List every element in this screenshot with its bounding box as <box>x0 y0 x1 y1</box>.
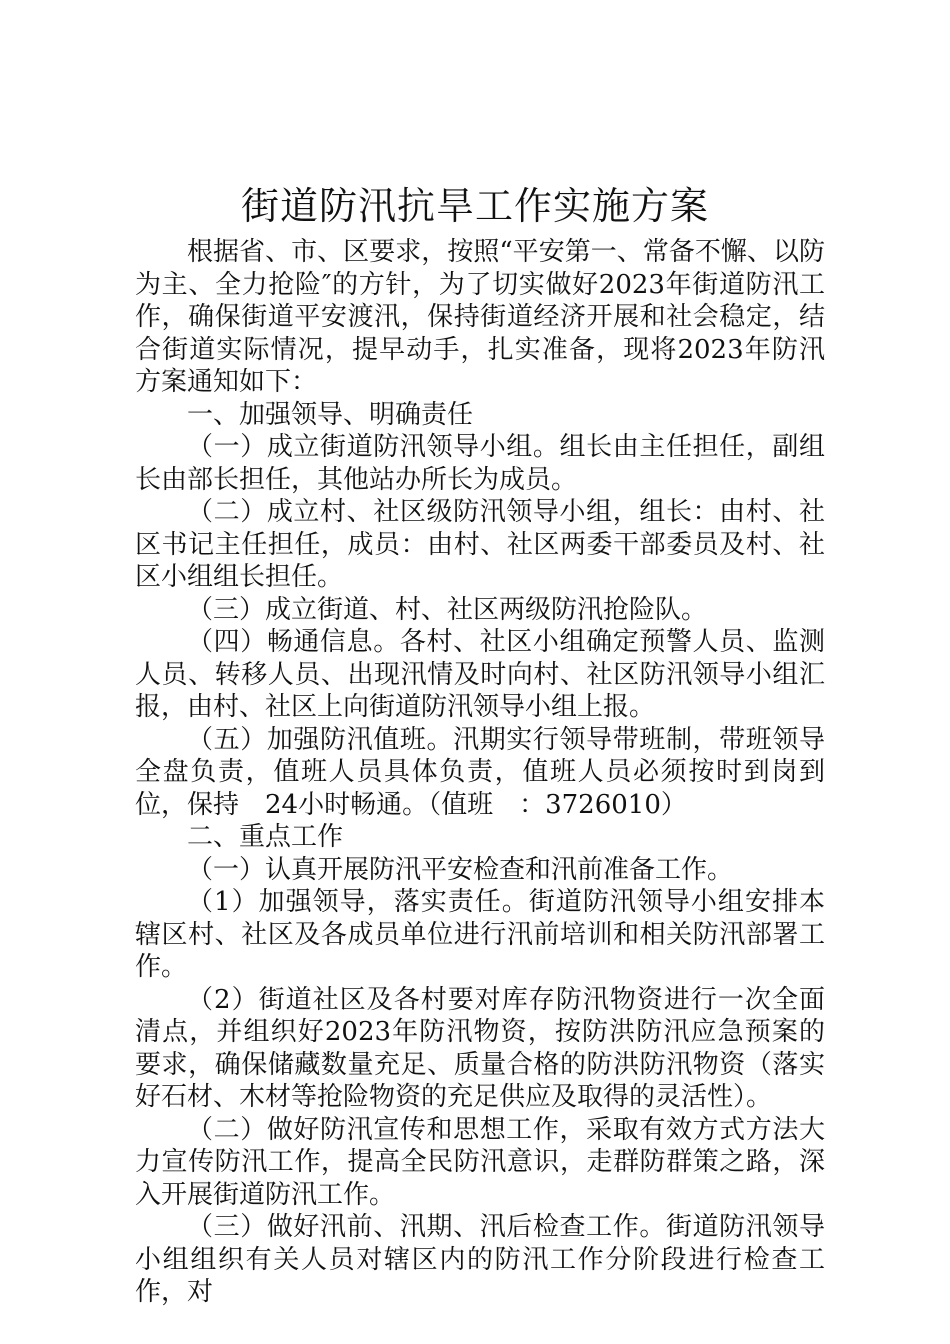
section-heading-1: 一、加强领导、明确责任 <box>187 399 474 430</box>
paragraph: （五）加强防汛值班。汛期实行领导带班制，带班领导全盘负责，值班人员具体负责，值班人员必须按时到岗到位，保持 24小时畅通。（值班 ：3726010） <box>135 724 825 820</box>
paragraph: （2）街道社区及各村要对库存防汛物资进行一次全面清点，并组织好2023年防汛物资，按防洪防汛应急预案的要求，确保储藏数量充足、质量合格的防洪防汛物资（落实好石材、木材等抢险物资的充足供应及取得的灵活性）。 <box>135 984 825 1112</box>
paragraph: （四）畅通信息。各村、社区小组确定预警人员、监测人员、转移人员、出现汛情及时向村、社区防汛领导小组汇报，由村、社区上向街道防汛领导小组上报。 <box>135 627 825 722</box>
paragraph: （1）加强领导，落实责任。街道防汛领导小组安排本辖区村、社区及各成员单位进行汛前培训和相关防汛部署工作。 <box>135 887 825 982</box>
document-title: 街道防汛抗旱工作实施方案 <box>240 184 709 228</box>
paragraph-intro: 根据省、市、区要求，按照“平安第一、常备不懈、以防为主、全力抢险″的方针，为了切实做好2023年街道防汛工作，确保街道平安渡汛，保持街道经济开展和社会稳定，结合街道实际情况，提早动手，扎实准备，现将2023年防汛方案通知如下： <box>135 237 825 397</box>
paragraph: （三）成立街道、村、社区两级防汛抢险队。 <box>187 594 708 625</box>
paragraph: （一）认真开展防汛平安检查和汛前准备工作。 <box>187 854 734 885</box>
paragraph: （二）做好防汛宣传和思想工作，采取有效方式方法大力宣传防汛工作，提高全民防汛意识，走群防群策之路，深入开展街道防汛工作。 <box>135 1114 825 1210</box>
paragraph: （一）成立街道防汛领导小组。组长由主任担任，副组长由部长担任，其他站办所长为成员。 <box>135 432 825 495</box>
paragraph: （三）做好汛前、汛期、汛后检查工作。街道防汛领导小组组织有关人员对辖区内的防汛工作分阶段进行检查工作，对 <box>135 1212 825 1307</box>
section-heading-2: 二、重点工作 <box>187 822 344 852</box>
paragraph: （二）成立村、社区级防汛领导小组，组长：由村、社区书记主任担任，成员：由村、社区两委干部委员及村、社区小组组长担任。 <box>135 497 825 592</box>
document-body <box>135 236 825 1309</box>
